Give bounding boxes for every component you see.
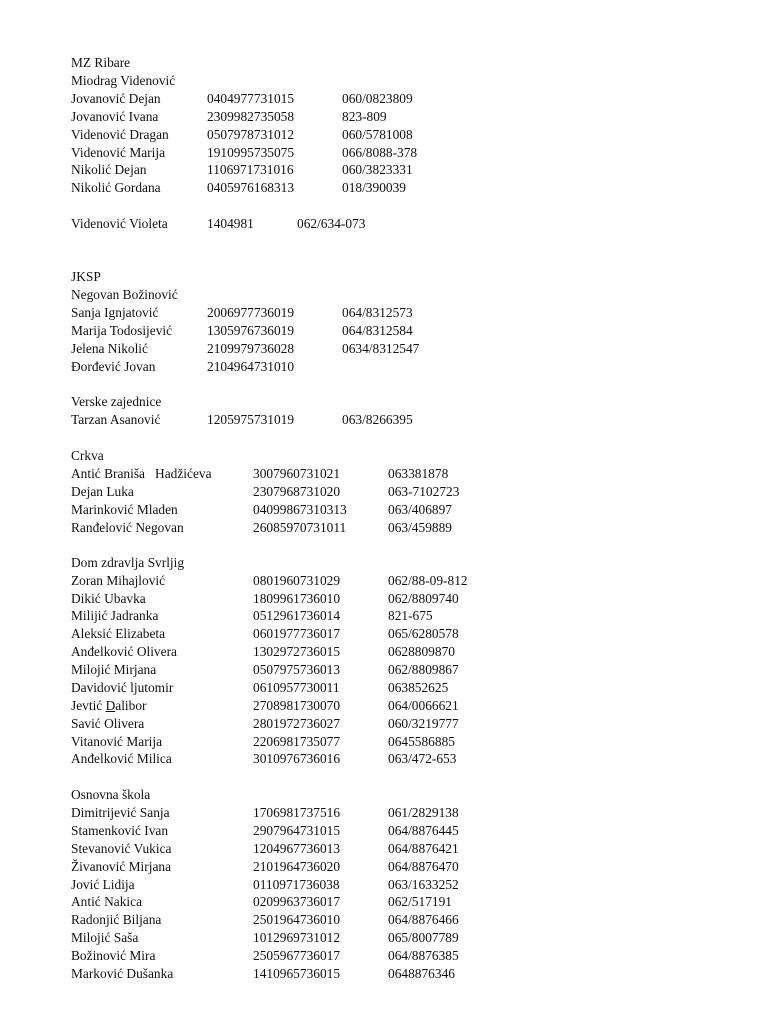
person-jmbg: 2006977736019	[207, 305, 295, 320]
person-phone: 063/472-653	[388, 751, 457, 766]
person-name: Milojić Mirjana	[71, 662, 157, 677]
section-title-osnovna-skola: Osnovna škola	[71, 787, 151, 802]
person-jmbg: 2708981730070	[253, 698, 341, 713]
person-jmbg: 0610957730011	[253, 680, 340, 695]
person-phone: 060/3823331	[342, 162, 413, 177]
person-phone: 064/8312573	[342, 305, 413, 320]
person-name: Anđelković Milica	[71, 751, 172, 766]
person-name: Milijić Jadranka	[71, 608, 159, 623]
person-phone: 063/8266395	[342, 412, 413, 427]
person-phone: 063/406897	[388, 502, 452, 517]
person-jmbg: 0507978731012	[207, 127, 295, 142]
section-title-mz-ribare: MZ Ribare	[71, 55, 131, 70]
person-phone: 063-7102723	[388, 484, 460, 499]
person-name-suffix: alibor	[115, 698, 147, 713]
person-phone: 062/634-073	[297, 216, 366, 231]
person-jmbg: 2309982735058	[207, 109, 295, 124]
person-jmbg: 0209963736017	[253, 894, 341, 909]
person-jmbg: 2801972736027	[253, 716, 341, 731]
person-phone: 063852625	[388, 680, 449, 695]
person-jmbg: 2907964731015	[253, 823, 341, 838]
person-phone: 064/8876470	[388, 859, 459, 874]
person-name: Zoran Mihajlović	[71, 573, 166, 588]
person-jmbg: 1706981737516	[253, 805, 341, 820]
person-name: Marković Dušanka	[71, 966, 174, 981]
person-name: Dimitrijević Sanja	[71, 805, 170, 820]
person-phone: 064/8876466	[388, 912, 459, 927]
person-name: Radonjić Biljana	[71, 912, 162, 927]
person-phone: 064/0066621	[388, 698, 459, 713]
section-title-verske-zajednice: Verske zajednice	[71, 394, 162, 409]
person-name: Dejan Luka	[71, 484, 134, 499]
person-name: Davidović ljutomir	[71, 680, 174, 695]
person-name: Jović Lidija	[71, 877, 135, 892]
person-phone: 062/517191	[388, 894, 452, 909]
person-jmbg: 2206981735077	[253, 734, 341, 749]
person-phone: 063/459889	[388, 520, 452, 535]
person-name: Nikolić Dejan	[71, 162, 147, 177]
person-phone: 064/8876445	[388, 823, 459, 838]
person-name: Anđelković Olivera	[71, 644, 177, 659]
section-title-crkva: Crkva	[71, 448, 104, 463]
person-jmbg: 0601977736017	[253, 626, 341, 641]
person-jmbg: 0110971736038	[253, 877, 340, 892]
person-phone: 064/8876385	[388, 948, 459, 963]
person-phone: 823-809	[342, 109, 387, 124]
person-name: Đorđević Jovan	[71, 359, 156, 374]
person-phone: 060/0823809	[342, 91, 413, 106]
person-name: Marinković Mladen	[71, 502, 178, 517]
person-jmbg: 1204967736013	[253, 841, 341, 856]
person-phone: 062/8809740	[388, 591, 459, 606]
person-name: Videnović Violeta	[71, 216, 168, 231]
person-name: Stamenković Ivan	[71, 823, 169, 838]
person-name: Milojić Saša	[71, 930, 139, 945]
person-name: Nikolić Gordana	[71, 180, 161, 195]
person-jmbg: 1106971731016	[207, 162, 294, 177]
person-jmbg: 0801960731029	[253, 573, 341, 588]
person-name	[71, 697, 147, 714]
person-name-prefix: Jevtić	[71, 698, 106, 713]
person-name: Tarzan Asanović	[71, 412, 161, 427]
person-phone: 821-675	[388, 608, 433, 623]
person-name: Antić Braniša Hadžićeva	[71, 466, 212, 481]
person-jmbg: 2307968731020	[253, 484, 341, 499]
person-jmbg: 1910995735075	[207, 145, 295, 160]
person-phone: 0645586885	[388, 734, 455, 749]
person-name: Jovanović Dejan	[71, 91, 161, 106]
person-phone: 063381878	[388, 466, 449, 481]
person-jmbg: 26085970731011	[253, 520, 347, 535]
person-name: Antić Nakica	[71, 894, 143, 909]
person-phone: 060/5781008	[342, 127, 413, 142]
person-name: Jelena Nikolić	[71, 341, 148, 356]
person-jmbg: 1305976736019	[207, 323, 295, 338]
person-jmbg: 2501964736010	[253, 912, 341, 927]
section-title-dom-zdravlja: Dom zdravlja Svrljig	[71, 555, 185, 570]
person-phone: 062/8809867	[388, 662, 459, 677]
person-jmbg: 2109979736028	[207, 341, 295, 356]
person-phone: 066/8088-378	[342, 145, 418, 160]
person-jmbg: 1205975731019	[207, 412, 295, 427]
person-name: Ranđelović Negovan	[71, 520, 184, 535]
section-title-jksp: JKSP	[71, 269, 101, 284]
person-phone: 064/8312584	[342, 323, 413, 338]
person-jmbg: 04099867310313	[253, 502, 347, 517]
person-jmbg: 2104964731010	[207, 359, 295, 374]
person-name: Stevanović Vukica	[71, 841, 172, 856]
person-name: Videnović Marija	[71, 145, 166, 160]
person-phone: 061/2829138	[388, 805, 459, 820]
person-name: Vitanović Marija	[71, 734, 163, 749]
person-name: Videnović Dragan	[71, 127, 169, 142]
person-jmbg: 0404977731015	[207, 91, 295, 106]
person-name: Božinović Mira	[71, 948, 156, 963]
person-phone: 062/88-09-812	[388, 573, 468, 588]
person-phone: 065/6280578	[388, 626, 459, 641]
person-jmbg: 0507975736013	[253, 662, 341, 677]
person-phone: 065/8007789	[388, 930, 459, 945]
person-jmbg: 1809961736010	[253, 591, 341, 606]
person-name: Živanović Mirjana	[71, 859, 172, 874]
person-jmbg: 2505967736017	[253, 948, 341, 963]
person-jmbg: 1404981	[207, 216, 254, 231]
person-jmbg: 1012969731012	[253, 930, 341, 945]
person-name: Marija Todosijević	[71, 323, 173, 338]
person-phone: 0648876346	[388, 966, 455, 981]
person-jmbg: 0405976168313	[207, 180, 295, 195]
section-lead-jksp: Negovan Božinović	[71, 287, 178, 302]
person-phone: 0634/8312547	[342, 341, 420, 356]
person-phone: 018/390039	[342, 180, 406, 195]
person-jmbg: 3010976736016	[253, 751, 341, 766]
person-jmbg: 1410965736015	[253, 966, 341, 981]
person-jmbg: 2101964736020	[253, 859, 341, 874]
person-phone: 063/1633252	[388, 877, 459, 892]
person-phone: 0628809870	[388, 644, 455, 659]
person-name: Aleksić Elizabeta	[71, 626, 166, 641]
person-name: Sanja Ignjatović	[71, 305, 159, 320]
person-name: Savić Olivera	[71, 716, 145, 731]
person-name: Jovanović Ivana	[71, 109, 159, 124]
section-lead-mz-ribare: Miodrag Videnović	[71, 73, 176, 88]
person-name-underlined-letter: D	[105, 698, 116, 713]
person-phone: 064/8876421	[388, 841, 459, 856]
person-phone: 060/3219777	[388, 716, 459, 731]
person-jmbg: 1302972736015	[253, 644, 341, 659]
person-jmbg: 3007960731021	[253, 466, 341, 481]
person-name: Dikić Ubavka	[71, 591, 146, 606]
person-jmbg: 0512961736014	[253, 608, 341, 623]
